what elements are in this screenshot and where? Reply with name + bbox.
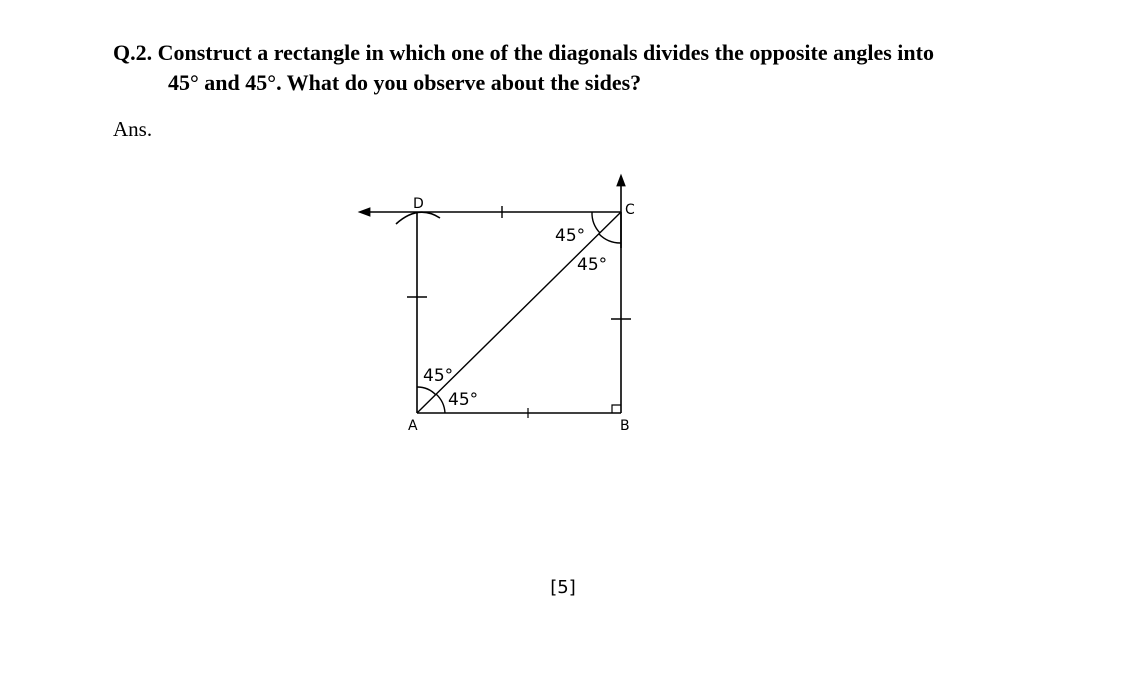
angle-label-a-upper: 45°	[423, 366, 454, 386]
question-line-1: Construct a rectangle in which one of the diagonals divides the opposite angles into	[157, 40, 934, 65]
angle-label-c-lower: 45°	[577, 255, 608, 275]
vertex-label-b: B	[620, 418, 630, 434]
question-number: Q.2.	[113, 40, 153, 65]
vertex-label-a: A	[408, 418, 418, 434]
angle-label-a-lower: 45°	[448, 390, 479, 410]
angle-arc-a-lower	[436, 394, 445, 413]
page-number: [5]	[550, 577, 576, 598]
vertex-label-d: D	[413, 196, 424, 212]
angle-arc-a-upper	[417, 387, 436, 395]
angle-label-c-upper: 45°	[555, 226, 586, 246]
compass-arc-d	[396, 212, 440, 224]
answer-label: Ans.	[113, 117, 153, 141]
vertex-label-c: C	[625, 202, 635, 218]
question-line-2: 45° and 45°. What do you observe about the sides?	[168, 70, 642, 95]
angle-arc-c-lower	[599, 234, 621, 243]
right-angle-mark-b	[612, 405, 621, 413]
angle-arc-c-upper	[592, 212, 600, 233]
